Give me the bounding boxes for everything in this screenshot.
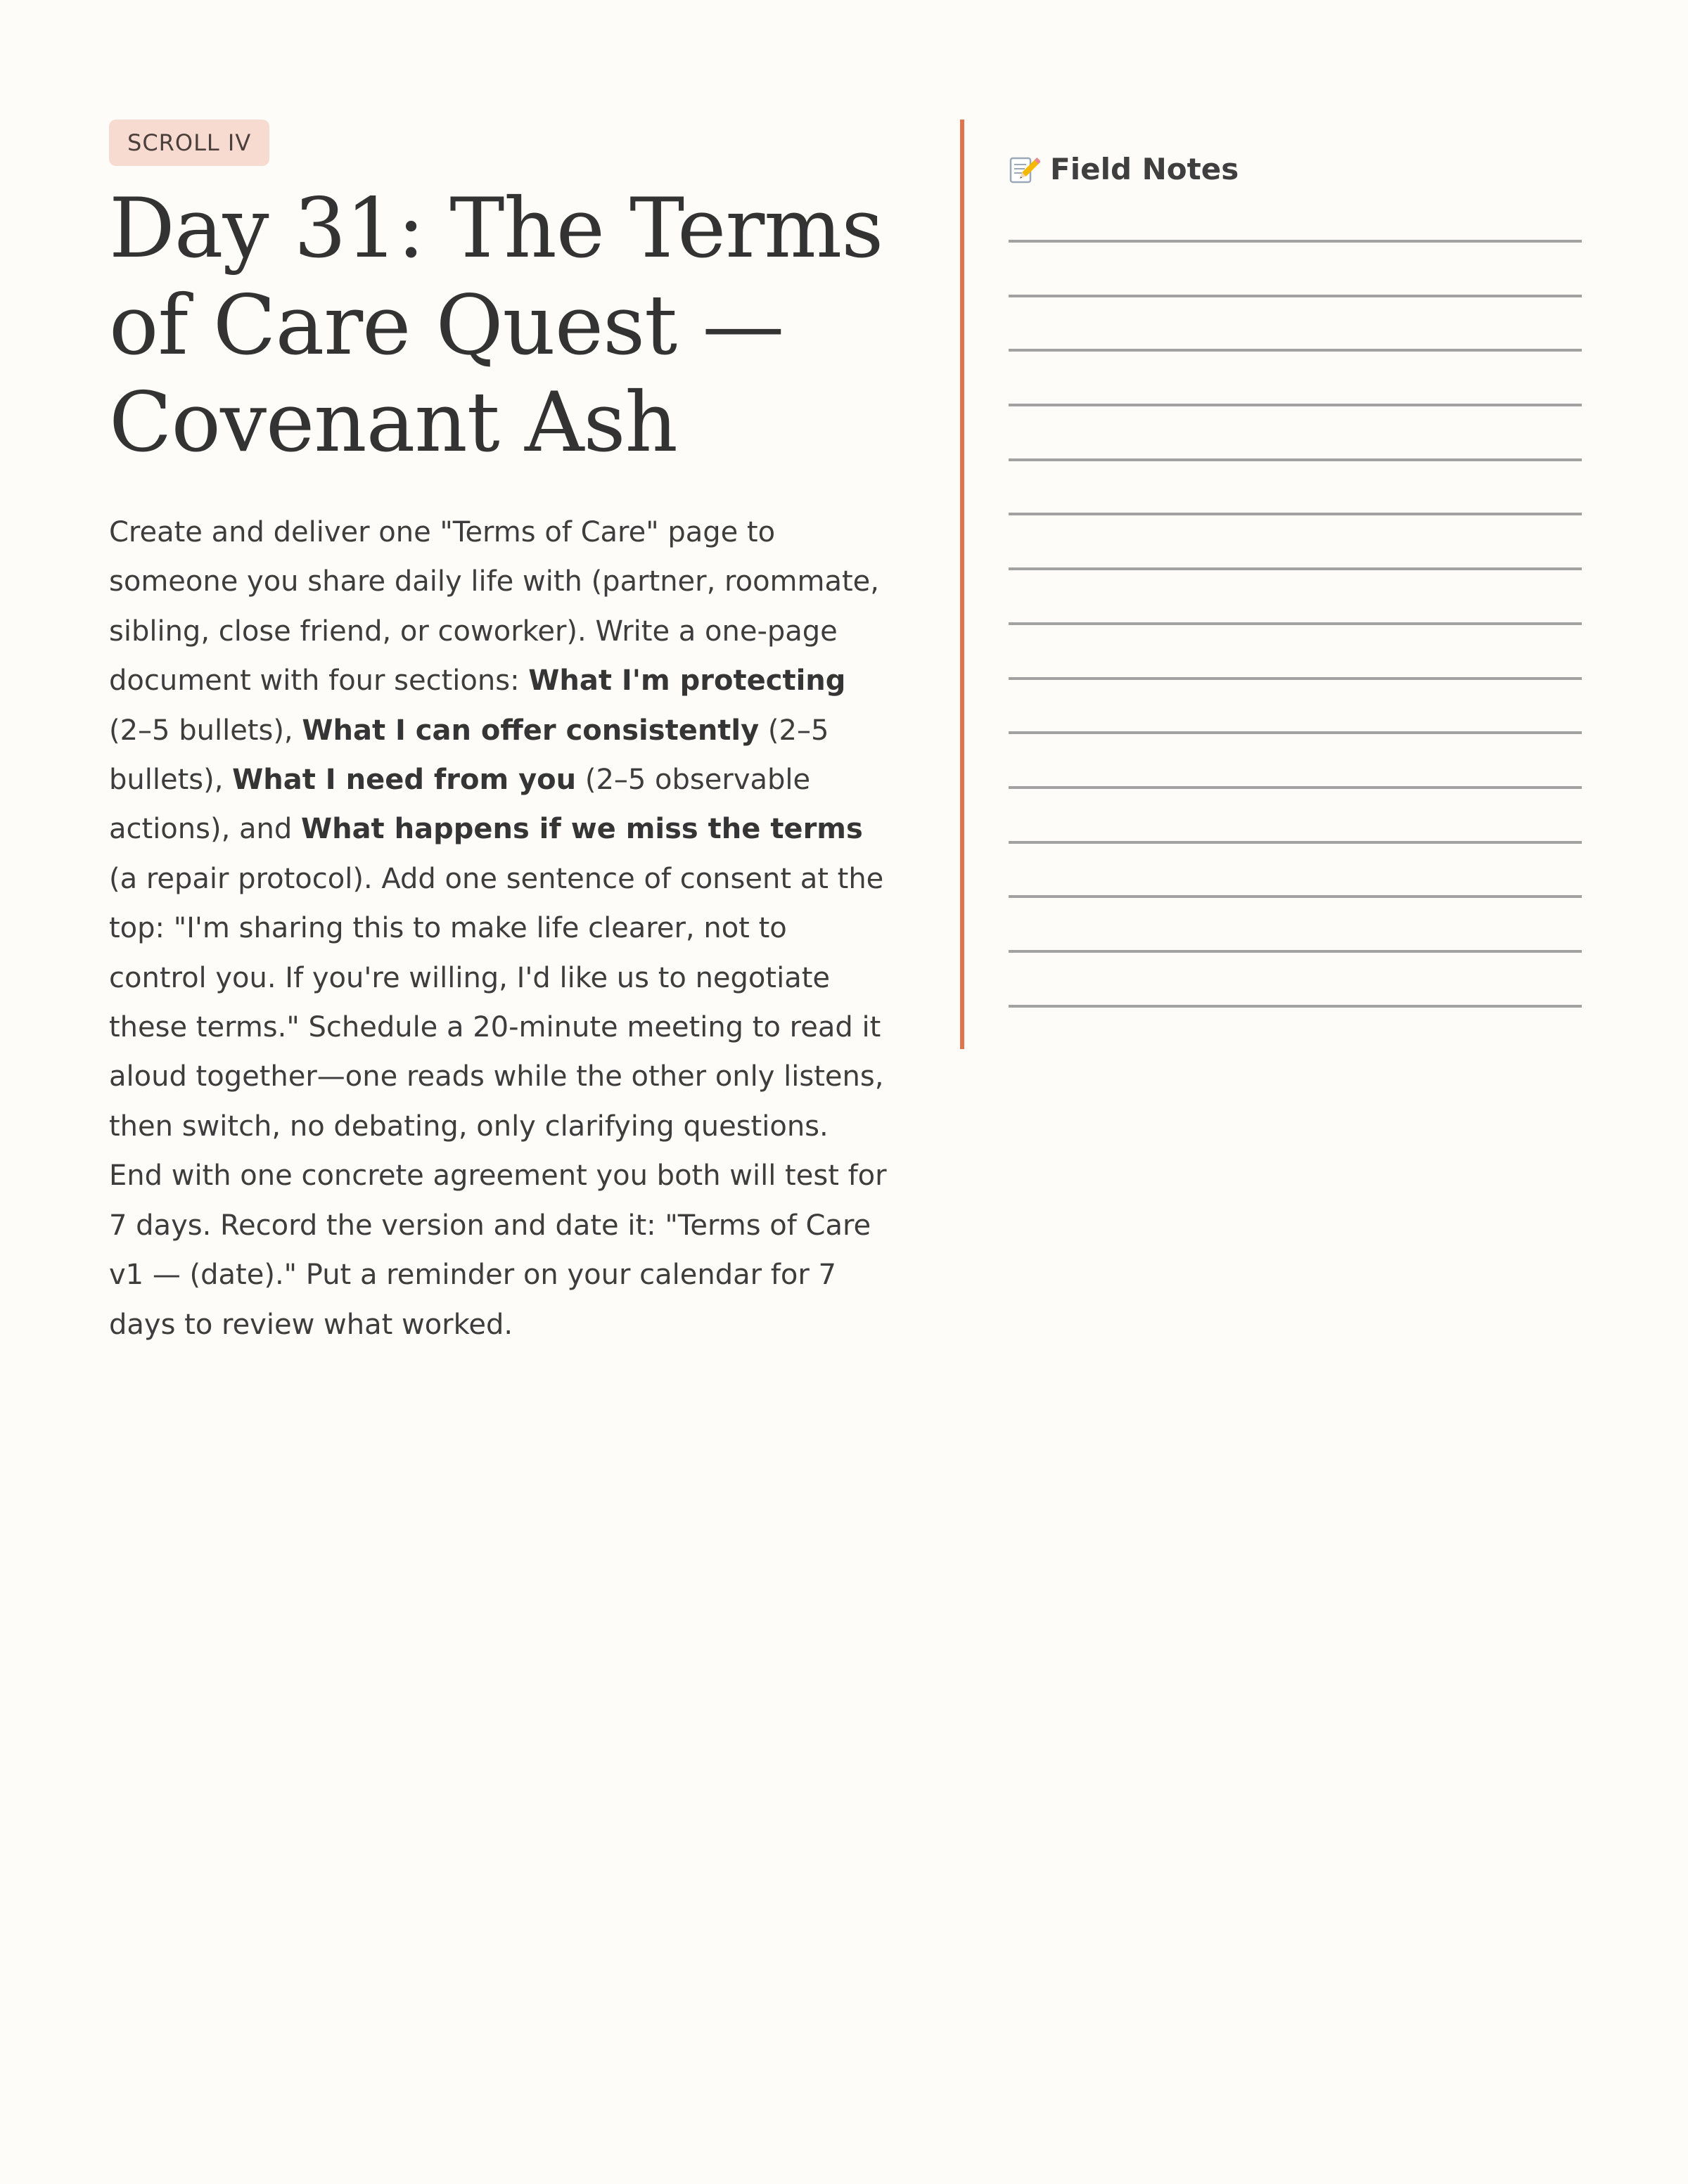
description-text: (2–5 observable actions), and — [109, 764, 811, 846]
note-line[interactable] — [1009, 513, 1582, 515]
note-line[interactable] — [1009, 295, 1582, 297]
task-description — [109, 508, 890, 1349]
note-line[interactable] — [1009, 349, 1582, 352]
field-notes-panel — [960, 120, 1579, 1049]
note-line[interactable] — [1009, 677, 1582, 680]
section-offer: What I can offer consistently — [302, 714, 760, 747]
page-title: Day 31: The Terms of Care Quest — Covenant Ash — [109, 180, 883, 470]
field-notes-title: Field Notes — [1050, 152, 1239, 186]
note-line[interactable] — [1009, 458, 1582, 461]
section-need: What I need from you — [232, 764, 577, 797]
ruled-lines[interactable] — [1009, 240, 1582, 1059]
field-notes-header — [1006, 152, 1239, 186]
note-line[interactable] — [1009, 841, 1582, 844]
description-text: (2–5 bullets), — [109, 714, 302, 747]
note-line[interactable] — [1009, 1005, 1582, 1008]
note-line[interactable] — [1009, 404, 1582, 406]
scroll-badge: SCROLL IV — [109, 120, 269, 166]
description-text: Create and deliver one "Terms of Care" page to someone you share daily life with (partner, roommate, sibling, close friend, or coworker). Write a one-page document with four sections: — [109, 516, 879, 698]
description-text: (a repair protocol). Add one sentence of consent at the top: "I'm sharing this to make life clearer, not to control you. If you're willing, I'd like us to negotiate these terms." Schedule a 20-minute meeting to read it aloud together—one reads while the other only listens, then switch, no debating, only clarifying questions. End with one concrete agreement you both will test for 7 days. Record the version and date it: "Terms of Care v1 — (date)." Put a reminder on your calendar for 7 days to review what worked. — [109, 862, 887, 1341]
description-text: (2–5 bullets), — [109, 714, 829, 797]
note-line[interactable] — [1009, 950, 1582, 953]
note-line[interactable] — [1009, 731, 1582, 734]
note-line[interactable] — [1009, 786, 1582, 789]
note-line[interactable] — [1009, 240, 1582, 243]
note-line[interactable] — [1009, 567, 1582, 570]
section-repair: What happens if we miss the terms — [300, 813, 863, 846]
section-protecting: What I'm protecting — [528, 664, 846, 698]
task-column — [109, 120, 890, 1349]
note-line[interactable] — [1009, 622, 1582, 625]
note-line[interactable] — [1009, 895, 1582, 898]
memo-pencil-icon — [1006, 153, 1040, 186]
